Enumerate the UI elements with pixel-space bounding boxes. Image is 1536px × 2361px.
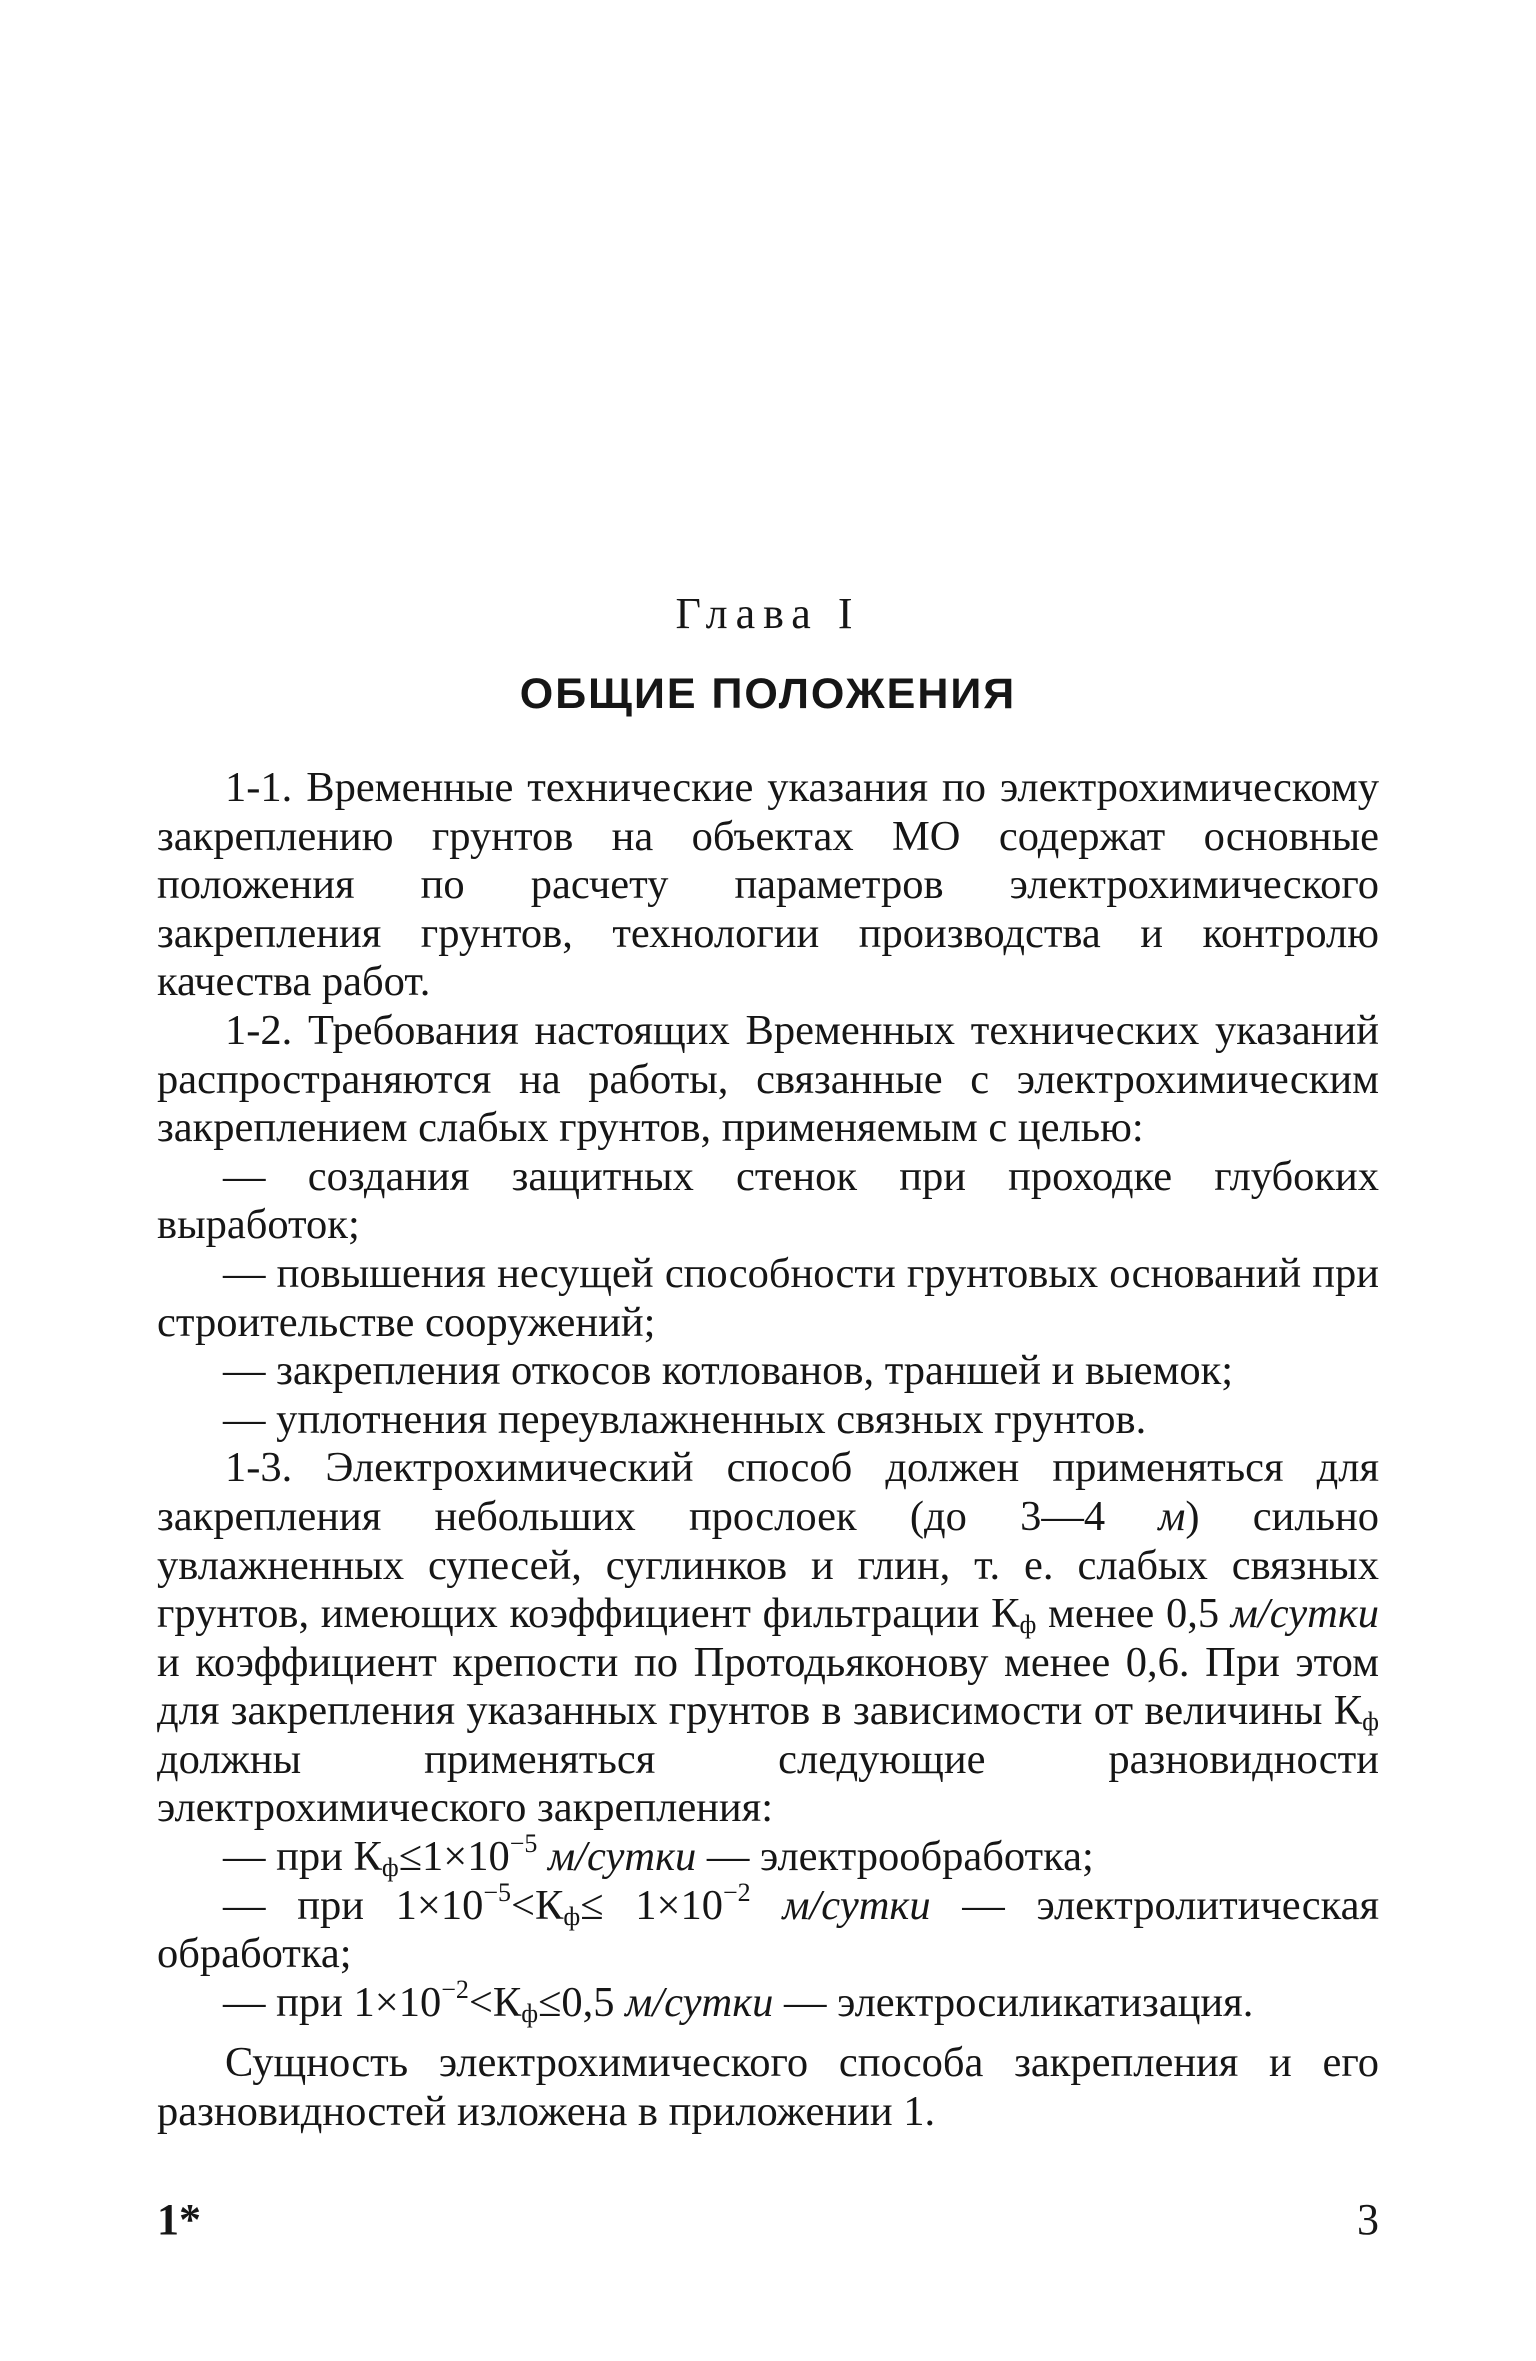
variant-electroprocessing: — при $К_ф\le 1\times 10^{-5}$ м/сутки — электрообработка;: [223, 1829, 1094, 1883]
chapter-label: Глава I: [675, 589, 861, 638]
paragraph-1-2: 1-2. Требования настоящих Временных технических указаний распространяются на работы, связанные с электрохимическим закреплением слабых грунтов, применяемым с целью:: [157, 1006, 1379, 1152]
page-number: 3: [1357, 2195, 1379, 2244]
purpose-item: — создания защитных стенок при проходке глубоких выработок;: [157, 1152, 1379, 1249]
document-body: [157, 764, 1379, 2137]
paragraph-1-1: 1-1. Временные технические указания по электрохимическому закреплению грунтов на объектах МО содержат основные положения по расчету параметров электрохимического закрепления грунтов, технологии производства и контролю качества работ.: [157, 764, 1379, 1006]
unit-m-per-day: м/сутки: [1230, 1590, 1379, 1638]
variant-electrosilicatization: — при $1\times 10^{-2}<К_ф\le 0,5$ м/сутки — электросиликатизация.: [223, 1974, 1254, 2028]
purpose-item: — уплотнения переувлажненных связных грунтов.: [223, 1395, 1147, 1443]
purpose-item: — повышения несущей способности грунтовых оснований при строительстве сооружений;: [157, 1249, 1379, 1346]
variant-electrolytic: — при $1\times 10^{-5}<К_ф\le 1\times 10^{-2}$ м/сутки — электролитическая обработка;: [157, 1877, 1380, 1978]
closing-paragraph: Сущность электрохимического способа закрепления и его разновидностей изложена в приложении 1.: [157, 2039, 1379, 2136]
signature-mark: 1*: [157, 2195, 201, 2244]
paragraph-1-3: 1-3. Электрохимический способ должен применяться для закрепления небольших прослоек (до 3—4 м) сильно увлажненных супесей, суглинков и глин, т. е. слабых связных грунтов, имеющих коэффициент фильтрации $К_ф$ менее 0,5 м/сутки и коэффициент крепости по Протодьяконову менее 0,6. При этом для закрепления указанных грунтов в зависимости от величины $К_ф$ должны применяться следующие разновидности электрохимического закрепления:: [157, 1444, 1379, 1832]
unit-meters: м: [1158, 1492, 1186, 1540]
purpose-item: — закрепления откосов котлованов, траншей и выемок;: [223, 1347, 1234, 1395]
chapter-title: ОБЩИЕ ПОЛОЖЕНИЯ: [519, 670, 1017, 718]
